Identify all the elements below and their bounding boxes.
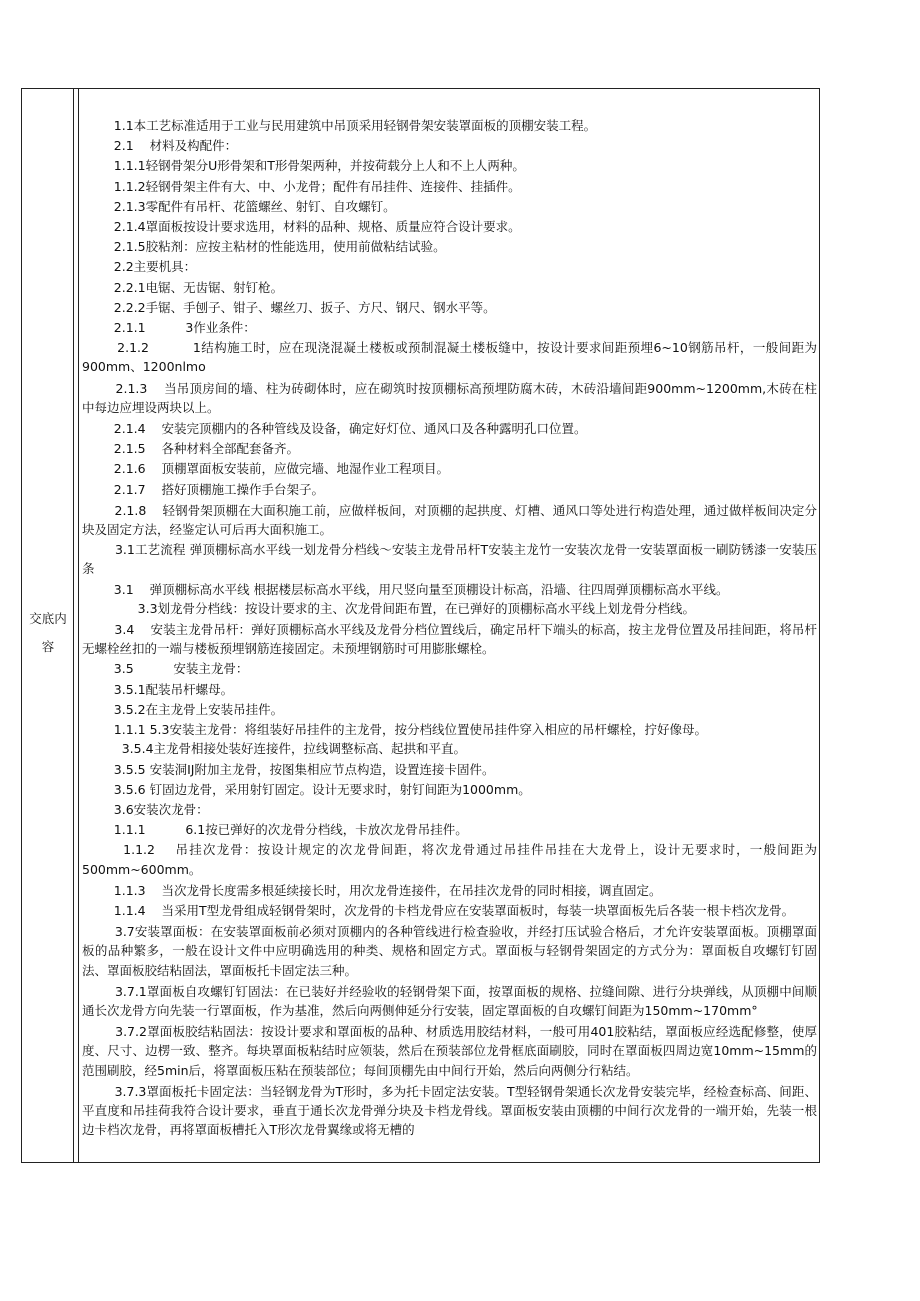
paragraph: 2.1.3零配件有吊杆、花篮螺丝、射钉、自攻螺钉。 — [82, 198, 396, 214]
paragraph: 1.1.3 当次龙骨长度需多根延续接长时，用次龙骨连接件，在吊挂次龙骨的同时相接，调直固定。 — [82, 882, 662, 898]
paragraph: 1.1.2 吊挂次龙骨：按设计规定的次龙骨间距，将次龙骨通过吊挂件吊挂在大龙骨上，设计无要求时，一般间距为500mm~600mm。 — [82, 842, 817, 877]
paragraph: 2.1.7 搭好顶棚施工操作手台架子。 — [82, 481, 324, 497]
paragraph: 1.1.4 当采用T型龙骨组成轻钢骨架时，次龙骨的卡档龙骨应在安装罩面板时，每装一块罩面板先后各装一根卡档次龙骨。 — [82, 902, 795, 918]
paragraph: 2.1.5胶粘剂：应按主粘材的性能选用，使用前做粘结试验。 — [82, 239, 446, 255]
paragraph: 3.6安装次龙骨： — [82, 801, 209, 817]
paragraph: 3.7安装罩面板：在安装罩面板前必须对顶棚内的各种管线进行检查验收，并经打压试验合格后，才允许安装罩面板。顶棚罩面板的品种繁多，一般在设计文件中应明确选用的种类、规格和固定方式。罩面板与轻钢骨架固定的方式分为：罩面板自攻螺钉钉固法、罩面板胶结粘固法，罩面板托卡固定法三种。 — [82, 924, 817, 978]
paragraph: 2.1 材料及构配件： — [82, 138, 238, 154]
paragraph: 3.5.6 钉固边龙骨，采用射钉固定。设计无要求时，射钉间距为1000mm。 — [82, 781, 531, 797]
paragraph: 1.1.1轻钢骨架分U形骨架和T形骨架两种，并按荷载分上人和不上人两种。 — [82, 158, 525, 174]
paragraph: 2.2.1电锯、无齿锯、射钉枪。 — [82, 279, 284, 295]
paragraph: 3.5 安装主龙骨： — [82, 661, 249, 677]
paragraph: 3.5.1配装吊杆螺母。 — [82, 681, 234, 697]
paragraph: 2.1.3 当吊顶房间的墙、柱为砖砌体时，应在砌筑时按顶棚标高预埋防腐木砖，木砖沿墙间距900mm~1200mm,木砖在柱中每边应埋设两块以上。 — [82, 380, 817, 415]
paragraph: 3.5.2在主龙骨上安装吊挂件。 — [82, 701, 284, 717]
paragraph: 3.4 安装主龙骨吊杆：弹好顶棚标高水平线及龙骨分档位置线后，确定吊杆下端头的标高，按主龙骨位置及吊挂间距，将吊杆无螺栓丝扣的一端与楼板预埋钢筋连接固定。未预埋钢筋时可用膨胀螺栓。 — [82, 622, 817, 657]
paragraph: 3.7.2罩面板胶结粘固法：按设计要求和罩面板的品种、材质选用胶结材料，一般可用401胶粘结，罩面板应经选配修整，使厚度、尺寸、边楞一致、整齐。每块罩面板粘结时应领装，然后在预装部位龙骨框底面刷胶，同时在罩面板四周边宽10mm~15mm的范围刷胶，经5min后，将罩面板压粘在预装部位；每间顶棚先由中间行开始，然后向两侧分行粘结。 — [82, 1024, 817, 1078]
disclosure-table — [21, 88, 820, 1163]
paragraph: 3.7.1罩面板自攻螺钉钉固法：在已装好并经验收的轻钢骨架下面，按罩面板的规格、拉缝间隙、进行分块弹线，从顶棚中间顺通长次龙骨方向先装一行罩面板，作为基准，然后向两侧伸延分行安装，固定罩面板的自攻螺钉间距为150mm~170mm° — [82, 983, 817, 1018]
paragraph: 2.1.4 安装完顶棚内的各种管线及设备，确定好灯位、通风口及各种露明孔口位置。 — [82, 421, 587, 437]
paragraph: 2.1.6 顶棚罩面板安装前，应做完墙、地湿作业工程项目。 — [82, 461, 449, 477]
paragraph: 1.1.1 5.3安装主龙骨：将组装好吊挂件的主龙骨，按分档线位置使吊挂件穿入相应的吊杆螺栓，拧好像母。 — [82, 722, 707, 738]
row-label: 交底内容 — [29, 611, 67, 654]
paragraph: 2.2.2手锯、手刨子、钳子、螺丝刀、扳子、方尺、钢尺、钢水平等。 — [82, 299, 496, 315]
paragraph: 3.7.3罩面板托卡固定法：当轻钢龙骨为T形时，多为托卡固定法安装。T型轻钢骨架通长次龙骨安装完毕，经检查标高、间距、平直度和吊挂荷我符合设计要求，垂直于通长次龙骨弹分块及卡档龙骨线。罩面板安装由顶棚的中间行次龙骨的一端开始，先装一根边卡档次龙骨，再将罩面板槽托入T形次龙骨翼缘或将无槽的 — [82, 1083, 817, 1138]
paragraph: 2.1.5 各种材料全部配套备齐。 — [82, 441, 299, 457]
content-cell — [78, 89, 819, 1162]
paragraph: 1.1.1 6.1按已弹好的次龙骨分档线，卡放次龙骨吊挂件。 — [82, 822, 468, 838]
paragraph: 1.1.2轻钢骨架主件有大、中、小龙骨；配件有吊挂件、连接件、挂插件。 — [82, 178, 521, 194]
paragraph: 2.1.1 3作业条件： — [82, 320, 256, 336]
content-body — [82, 116, 817, 1139]
label-cell — [22, 89, 74, 1162]
paragraph: 2.1.2 1结构施工时，应在现浇混凝土楼板或预制混凝土楼板缝中，按设计要求间距预埋6~10钢筋吊杆，一般间距为900mm、1200nlmo — [82, 340, 817, 375]
paragraph: 1.1本工艺标准适用于工业与民用建筑中吊顶采用轻钢骨架安装罩面板的顶棚安装工程。 — [82, 118, 597, 133]
paragraph: 3.1工艺流程 弹顶棚标高水平线一划龙骨分档线～安装主龙骨吊杆T安装主龙竹一安装次龙骨一安装罩面板一刷防锈漆一安装压条 — [82, 542, 817, 577]
paragraph: 3.5.5 安装洞IJ附加主龙骨，按图集相应节点构造，设置连接卡固件。 — [82, 761, 495, 777]
paragraph: 3.1 弹顶棚标高水平线 根据楼层标高水平线，用尺竖向量至顶棚设计标高，沿墙、往四周弹顶棚标高水平线。 — [82, 581, 729, 597]
paragraph: 3.3划龙骨分档线：按设计要求的主、次龙骨间距布置，在已弹好的顶棚标高水平线上划龙骨分档线。 — [82, 600, 696, 616]
paragraph: 2.1.4罩面板按设计要求选用，材料的品种、规格、质量应符合设计要求。 — [82, 219, 521, 235]
paragraph: 3.5.4主龙骨相接处装好连接件，拉线调整标高、起拱和平直。 — [82, 741, 467, 757]
paragraph: 2.1.8 轻钢骨架顶棚在大面积施工前，应做样板间，对顶棚的起拱度、灯槽、通风口等处进行构造处理，通过做样板间决定分块及固定方法，经鉴定认可后再大面积施工。 — [82, 502, 818, 538]
paragraph: 2.2主要机具： — [82, 259, 197, 275]
